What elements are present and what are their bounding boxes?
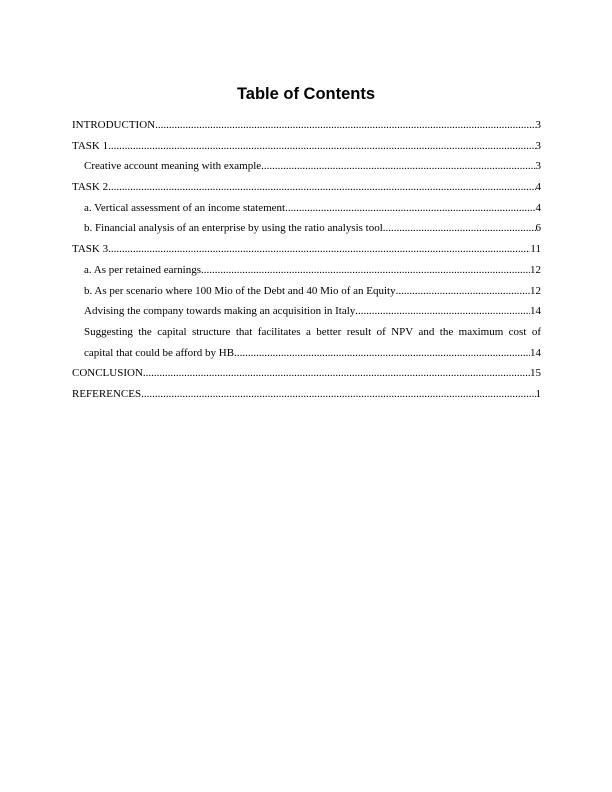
toc-entry-text: TASK 2 — [72, 181, 109, 194]
toc-entry-creative-account[interactable] — [72, 156, 541, 177]
toc-leader-dots — [234, 343, 530, 364]
toc-entry-acquisition-italy[interactable] — [72, 301, 541, 322]
toc-leader-dots — [143, 363, 530, 384]
toc-page-number: 3 — [535, 139, 541, 152]
table-of-contents — [72, 115, 541, 405]
toc-entry-text: CONCLUSION — [72, 367, 143, 380]
toc-leader-dots — [201, 260, 530, 281]
toc-leader-dots — [141, 384, 535, 405]
toc-entry-text: TASK 3 — [72, 243, 109, 256]
toc-entry-text: a. Vertical assessment of an income statement — [84, 201, 286, 214]
toc-leader-dots — [355, 301, 530, 322]
toc-entry-task-1[interactable] — [72, 136, 541, 157]
toc-entry-text-line-2: capital that could be afford by HB — [84, 346, 235, 359]
toc-page-number: 1 — [535, 387, 541, 400]
toc-entry-text: b. Financial analysis of an enterprise by using the ratio analysis tool — [84, 222, 383, 235]
toc-leader-dots — [261, 156, 535, 177]
toc-entry-text: REFERENCES — [72, 387, 142, 400]
toc-entry-introduction[interactable] — [72, 115, 541, 136]
toc-page-number: 15 — [530, 367, 541, 380]
toc-page-number: 4 — [535, 181, 541, 194]
toc-page-number: 3 — [535, 119, 541, 131]
toc-leader-dots — [396, 281, 530, 302]
toc-page-number: 4 — [535, 201, 541, 214]
toc-page-number: 14 — [530, 346, 541, 359]
toc-entry-text: TASK 1 — [72, 139, 109, 152]
toc-entry-debt-equity-scenario[interactable] — [72, 281, 541, 302]
toc-entry-task-3[interactable] — [72, 239, 541, 260]
toc-page-number: 11 — [530, 243, 541, 256]
toc-entry-text: INTRODUCTION — [72, 119, 156, 131]
toc-entry-text: b. As per scenario where 100 Mio of the Debt and 40 Mio of an Equity — [84, 284, 396, 297]
toc-entry-text-line-1: Suggesting the capital structure that facilitates a better result of NPV and the maximum cost of — [84, 325, 541, 338]
toc-page-number: 6 — [535, 222, 541, 235]
toc-leader-dots — [108, 239, 530, 260]
toc-entry-references[interactable] — [72, 384, 541, 405]
toc-entry-text: a. As per retained earnings — [84, 263, 201, 276]
toc-leader-dots — [285, 198, 535, 219]
toc-leader-dots — [155, 115, 535, 136]
toc-page-number: 14 — [530, 305, 541, 318]
toc-entry-financial-analysis[interactable] — [72, 218, 541, 239]
toc-entry-task-2[interactable] — [72, 177, 541, 198]
toc-entry-retained-earnings[interactable] — [72, 260, 541, 281]
toc-entry-capital-structure[interactable] — [72, 322, 541, 363]
toc-page-number: 3 — [535, 160, 541, 173]
toc-leader-dots — [108, 177, 535, 198]
toc-entry-text: Creative account meaning with example — [84, 160, 262, 173]
toc-entry-conclusion[interactable] — [72, 363, 541, 384]
toc-page-number: 12 — [530, 284, 541, 297]
toc-leader-dots — [108, 136, 535, 157]
toc-entry-text: Advising the company towards making an acquisition in Italy — [84, 305, 356, 318]
toc-leader-dots — [383, 218, 536, 239]
toc-page-number: 12 — [530, 263, 541, 276]
toc-title: Table of Contents — [236, 85, 376, 103]
toc-entry-vertical-assessment[interactable] — [72, 198, 541, 219]
